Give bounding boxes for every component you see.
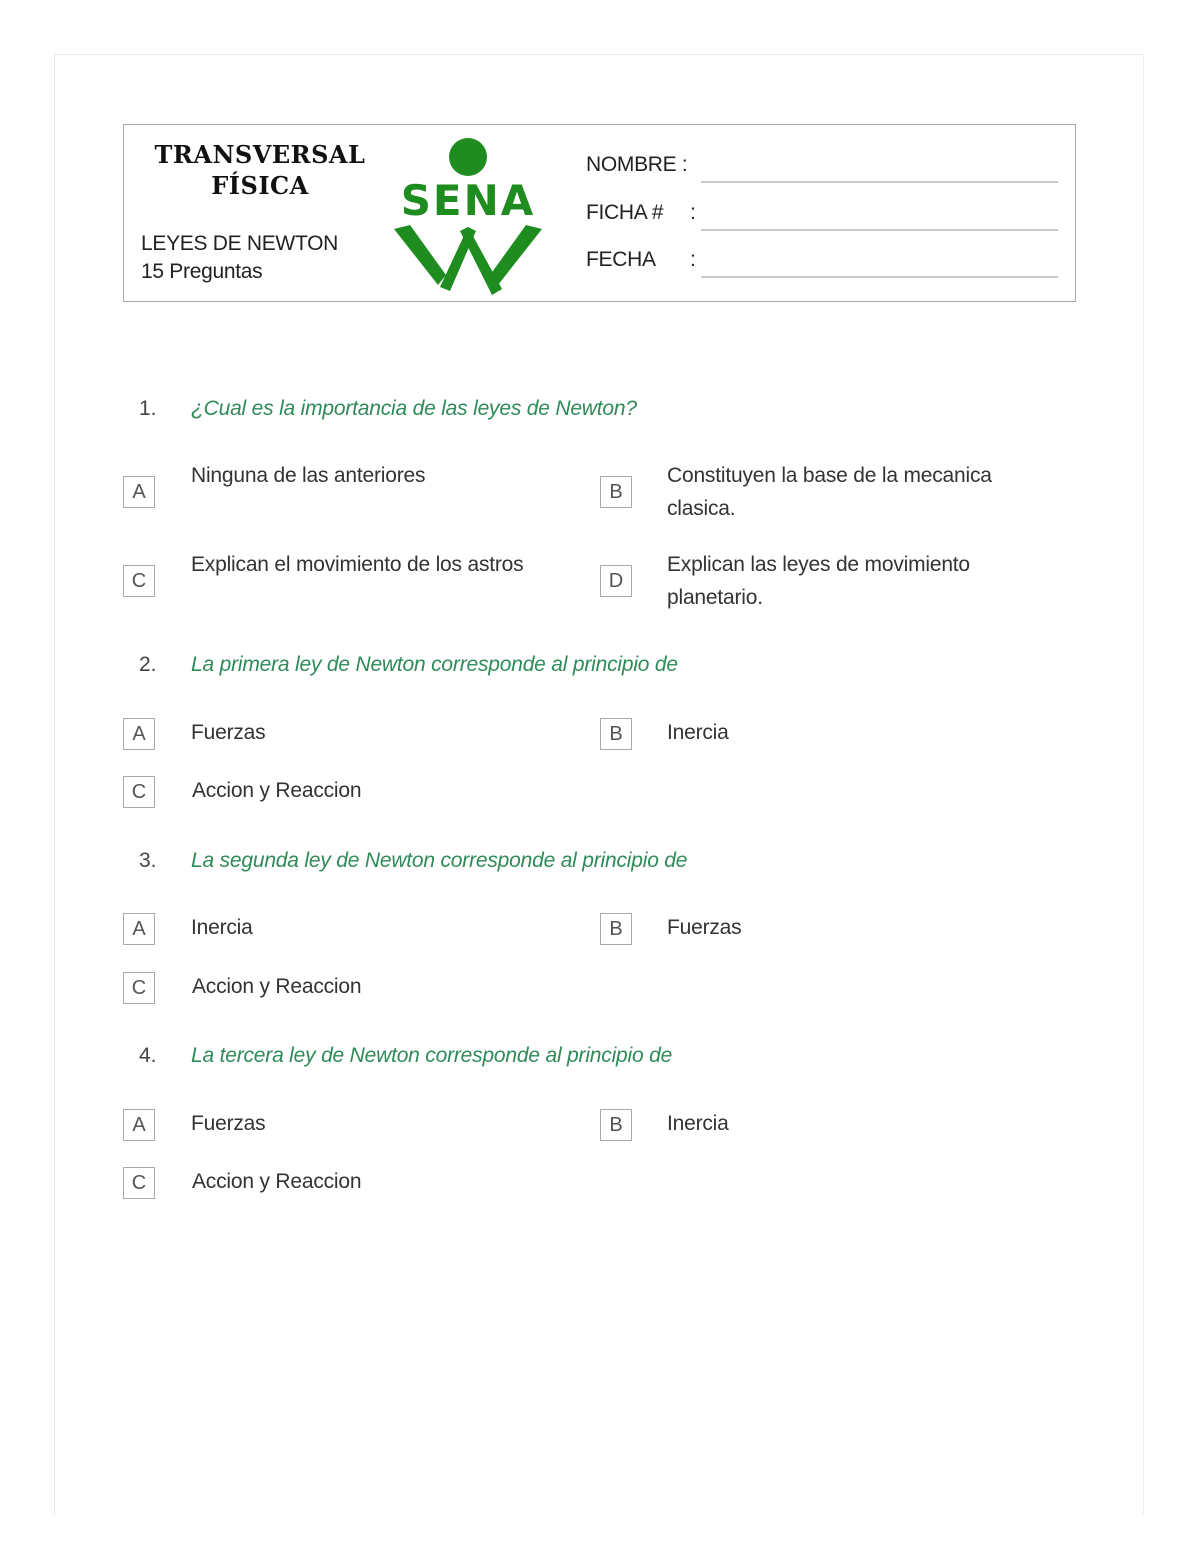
option-c-checkbox[interactable]: C [123, 565, 155, 597]
option-text: Fuerzas [191, 1112, 266, 1135]
question-number: 3. [139, 849, 157, 872]
option-text: Ninguna de las anteriores [191, 464, 426, 487]
question-number: 4. [139, 1044, 157, 1067]
document-page [54, 54, 1144, 1514]
option-c-checkbox[interactable]: C [123, 972, 155, 1004]
option-text: Accion y Reaccion [192, 975, 362, 998]
option-text: Constituyen la base de la mecanica clasica. [667, 464, 992, 520]
option-text: Fuerzas [191, 721, 266, 744]
fecha-label: FECHA [586, 248, 656, 271]
course-title: TRANSVERSAL FÍSICA [154, 140, 366, 200]
ficha-label: FICHA # [586, 201, 664, 224]
question-text: ¿Cual es la importancia de las leyes de Newton? [191, 397, 637, 420]
option-b-checkbox[interactable]: B [600, 718, 632, 750]
option-d-checkbox[interactable]: D [600, 565, 632, 597]
exam-topic: LEYES DE NEWTON [141, 232, 338, 255]
option-text: Accion y Reaccion [192, 779, 362, 802]
nombre-label: NOMBRE : [586, 153, 688, 176]
nombre-field[interactable] [701, 181, 1058, 183]
option-text: Accion y Reaccion [192, 1170, 362, 1193]
ficha-field[interactable] [701, 229, 1058, 231]
option-text: Inercia [667, 721, 729, 744]
ficha-colon: : [690, 201, 696, 224]
fecha-field[interactable] [701, 276, 1058, 278]
question-number: 2. [139, 653, 157, 676]
question-text: La tercera ley de Newton corresponde al principio de [191, 1044, 673, 1067]
question-number: 1. [139, 397, 157, 420]
option-b-checkbox[interactable]: B [600, 476, 632, 508]
option-text: Explican el movimiento de los astros [191, 553, 524, 576]
option-text: Explican las leyes de movimiento planetario. [667, 553, 970, 609]
logo-text: SENA [400, 176, 536, 225]
question-text: La primera ley de Newton corresponde al principio de [191, 653, 678, 676]
option-a-checkbox[interactable]: A [123, 913, 155, 945]
option-a-checkbox[interactable]: A [123, 718, 155, 750]
exam-header [123, 124, 1076, 302]
question-count: 15 Preguntas [141, 260, 263, 283]
option-a-checkbox[interactable]: A [123, 1109, 155, 1141]
fecha-colon: : [690, 248, 696, 271]
sena-logo [388, 133, 548, 297]
option-b-checkbox[interactable]: B [600, 913, 632, 945]
question-text: La segunda ley de Newton corresponde al principio de [191, 849, 688, 872]
option-c-checkbox[interactable]: C [123, 776, 155, 808]
option-c-checkbox[interactable]: C [123, 1167, 155, 1199]
option-text: Fuerzas [667, 916, 742, 939]
option-a-checkbox[interactable]: A [123, 476, 155, 508]
option-text: Inercia [667, 1112, 729, 1135]
option-text: Inercia [191, 916, 253, 939]
option-b-checkbox[interactable]: B [600, 1109, 632, 1141]
